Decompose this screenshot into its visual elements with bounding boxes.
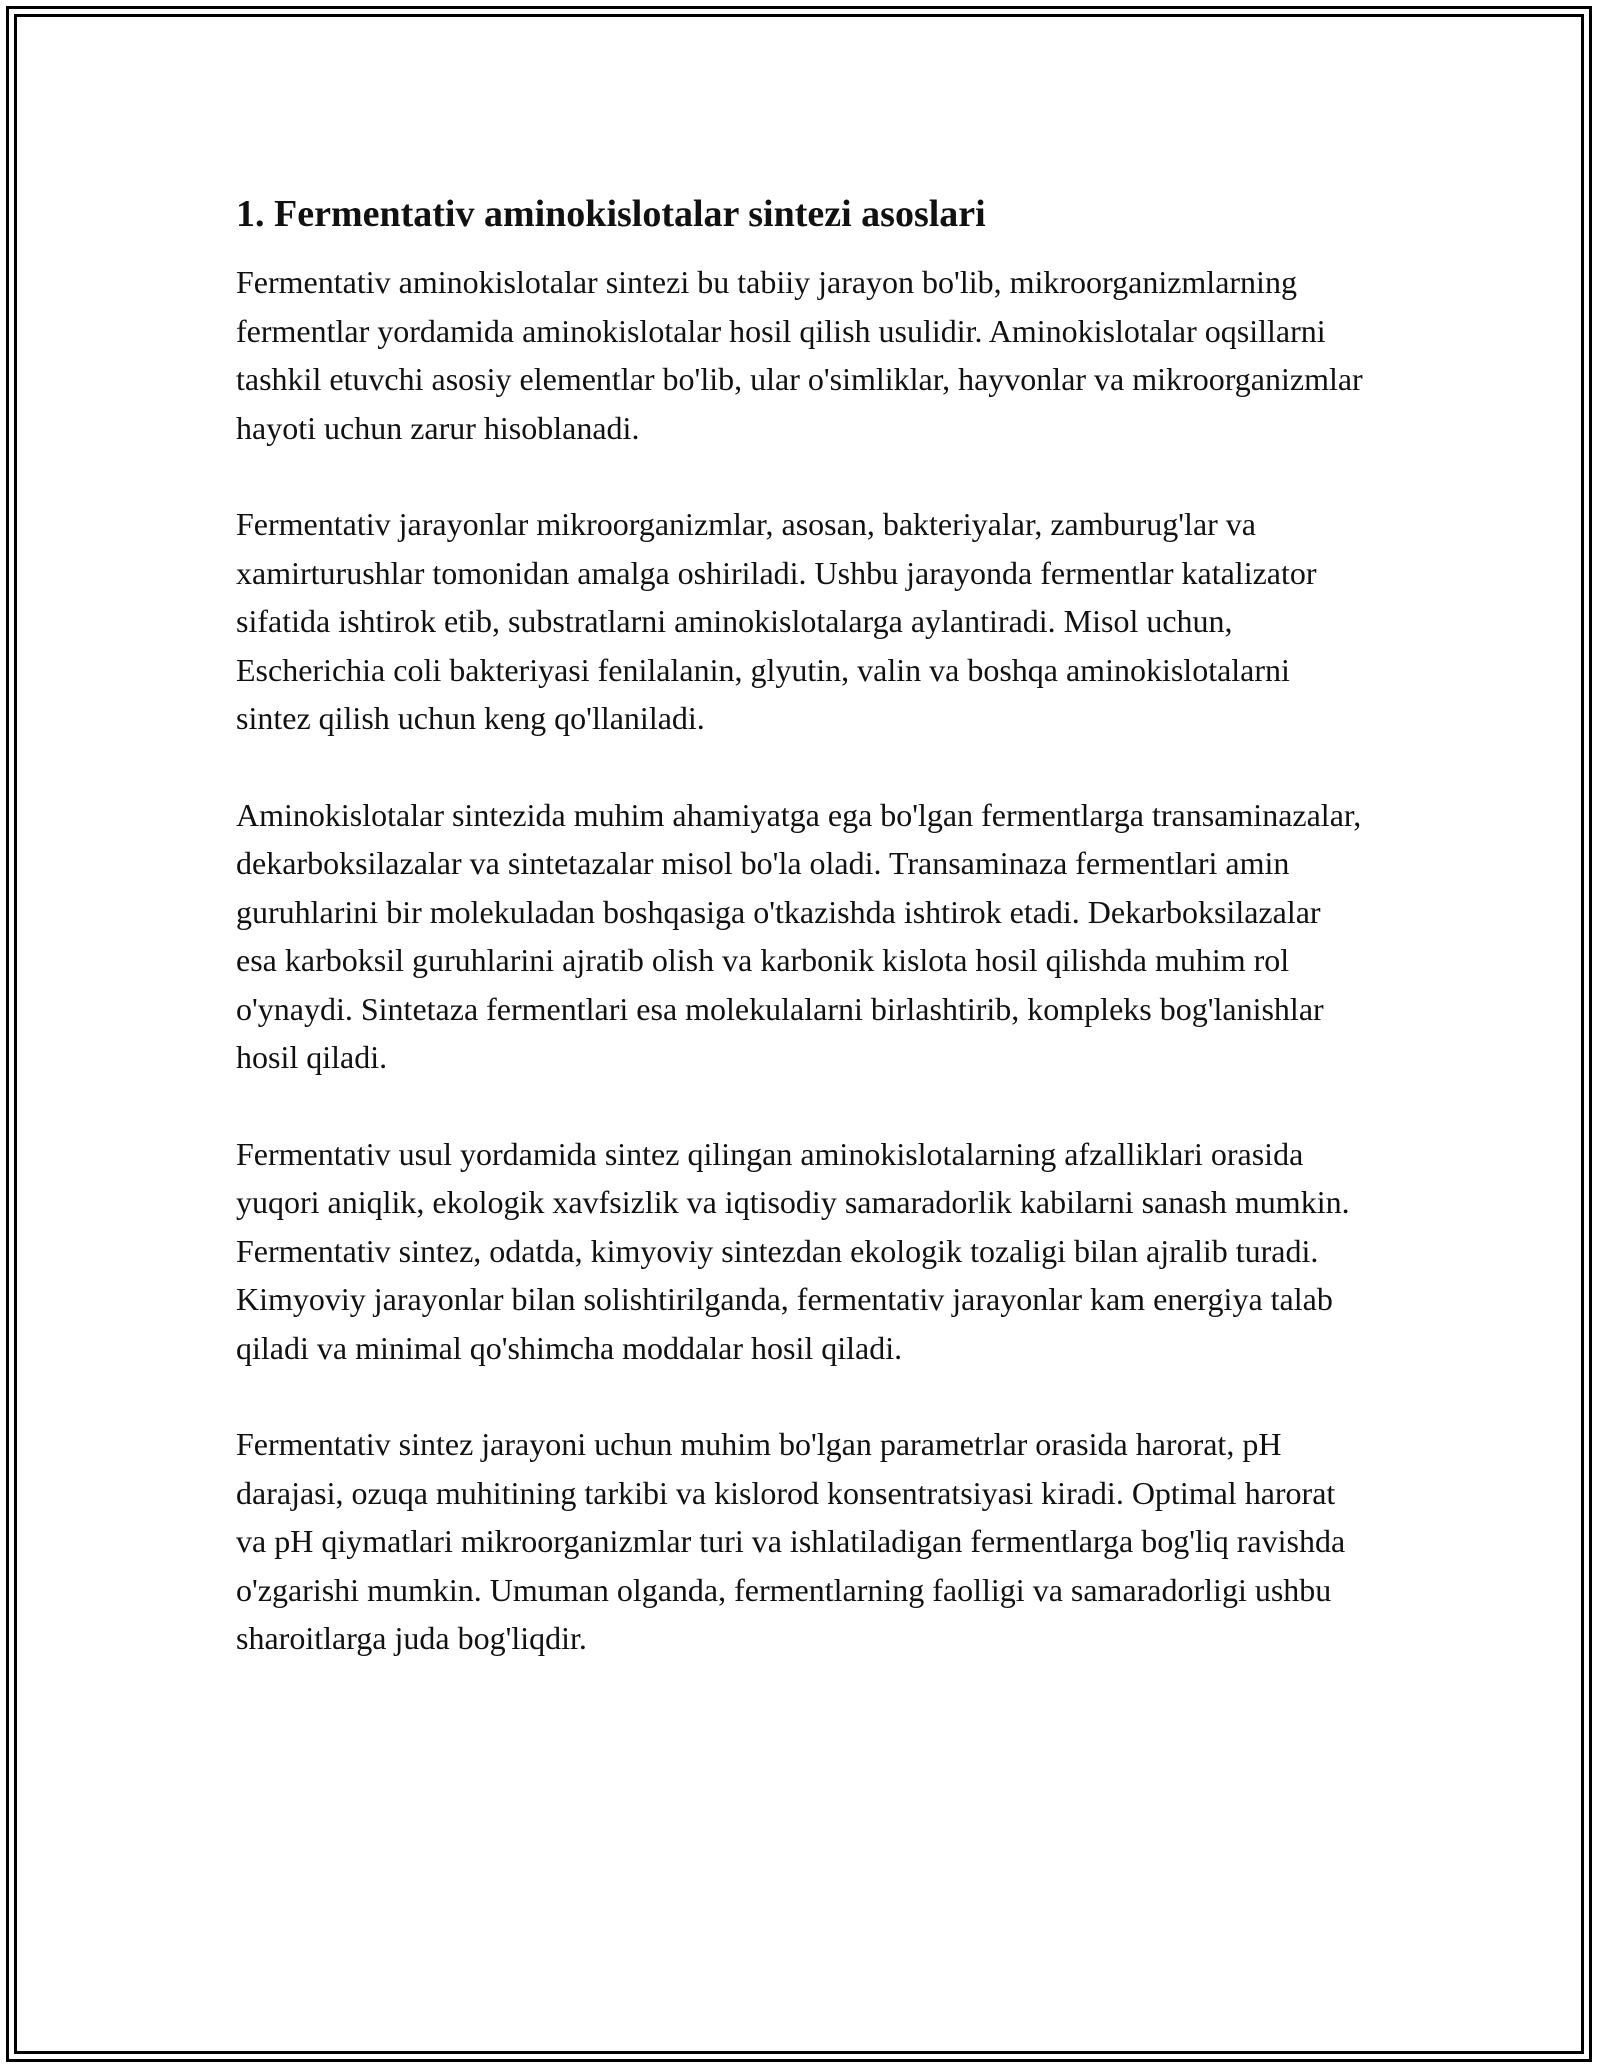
paragraph-1: Fermentativ aminokislotalar sintezi bu tabiiy jarayon bo'lib, mikroorganizmlarning fermentlar yordamida aminokislotalar hosil qilish usulidir. Aminokislotalar oqsillarni tashkil etuvchi asosiy elementlar bo'lib, ular o'simliklar, hayvonlar va mikroorganizmlar hayoti uchun zarur hisoblanadi. — [236, 264, 1363, 446]
paragraph-4: Fermentativ usul yordamida sintez qilingan aminokislotalarning afzalliklari orasida yuqori aniqlik, ekologik xavfsizlik va iqtisodiy samaradorlik kabilarni sanash mumkin. Fermentativ sintez, odatda, kimyoviy sintezdan ekologik tozaligi bilan ajralib turadi. Kimyoviy jarayonlar bilan solishtirilganda, fermentativ jarayonlar kam energiya talab qiladi va minimal qo'shimcha moddalar hosil qiladi. — [236, 1135, 1350, 1366]
section-heading: 1. Fermentativ aminokislotalar sintezi asoslari — [236, 193, 986, 235]
paragraph-5: Fermentativ sintez jarayoni uchun muhim bo'lgan parametrlar orasida harorat, pH darajasi, ozuqa muhitining tarkibi va kislorod konsentratsiyasi kiradi. Optimal harorat va pH qiymatlari mikroorganizmlar turi va ishlatiladigan fermentlarga bog'liq ravishda o'zgarishi mumkin. Umuman olganda, fermentlarning faolligi va samaradorligi ushbu sharoitlarga juda bog'liqdir. — [236, 1426, 1346, 1656]
document-body — [236, 188, 1366, 1711]
paragraph-2: Fermentativ jarayonlar mikroorganizmlar, asosan, bakteriyalar, zamburug'lar va xamirturushlar tomonidan amalga oshiriladi. Ushbu jarayonda fermentlar katalizator sifatida ishtirok etib, substratlarni aminokislotalarga aylantiradi. Misol uchun, Escherichia coli bakteriyasi fenilalanin, glyutin, valin va boshqa aminokislotalarni sintez qilish uchun keng qo'llaniladi. — [236, 506, 1317, 736]
paragraph-3: Aminokislotalar sintezida muhim ahamiyatga ega bo'lgan fermentlarga transaminazalar, dekarboksilazalar va sintetazalar misol bo'la oladi. Transaminaza fermentlari amin guruhlarini bir molekuladan boshqasiga o'tkazishda ishtirok etadi. Dekarboksilazalar esa karboksil guruhlarini ajratib olish va karbonik kislota hosil qilishda muhim rol o'ynaydi. Sintetaza fermentlari esa molekulalarni birlashtirib, kompleks bog'lanishlar hosil qiladi. — [236, 796, 1362, 1075]
